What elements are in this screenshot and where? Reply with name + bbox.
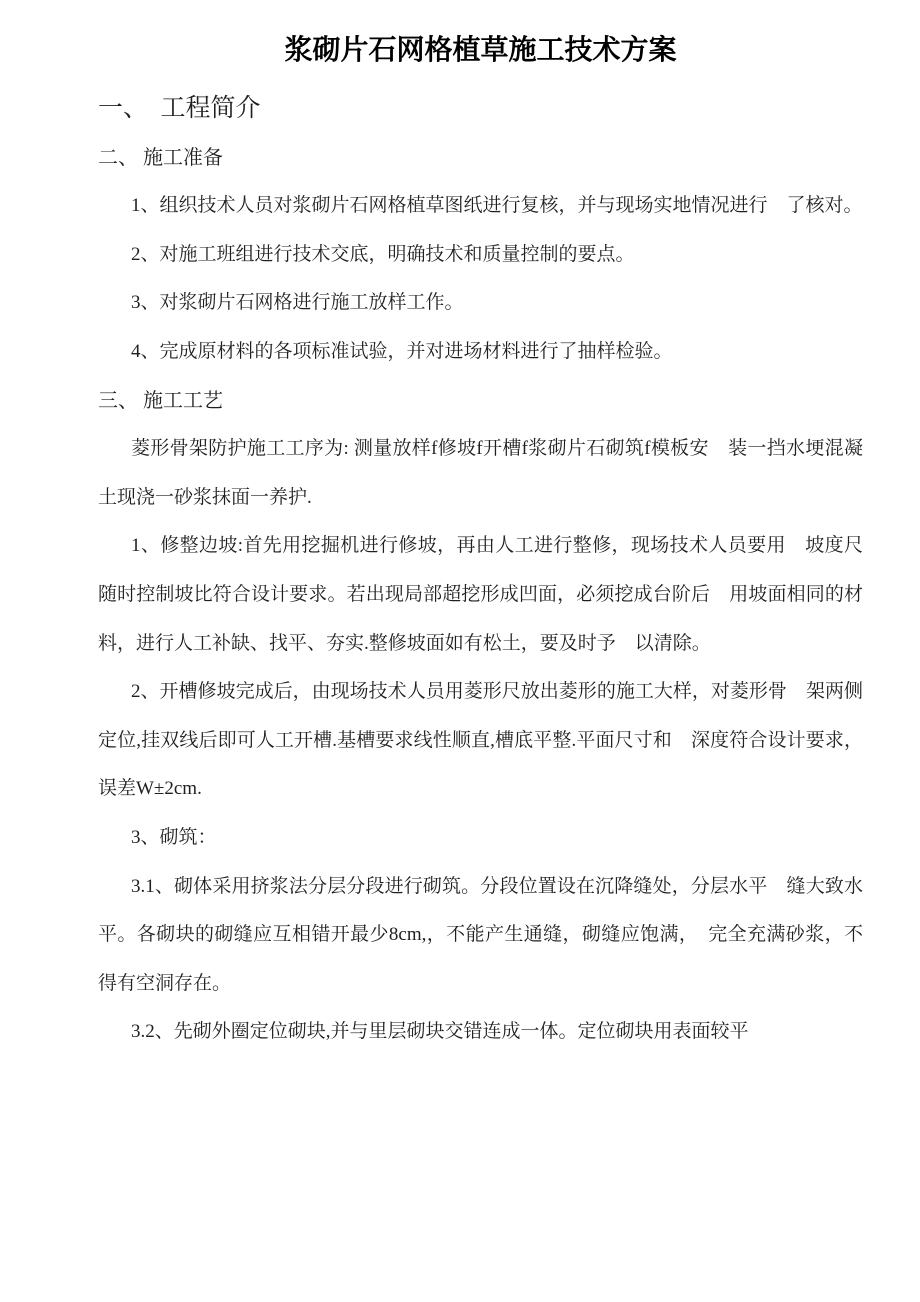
paragraph-prep-item-3: 3、对浆砌片石网格进行施工放样工作。 bbox=[131, 292, 464, 314]
section-heading-1: 一、 工程简介 bbox=[98, 95, 261, 122]
paragraph-prep-item-1: 1、组织技术人员对浆砌片石网格植草图纸进行复核，并与现场实地情况进行 了核对。 bbox=[131, 195, 863, 217]
paragraph-prep-item-4: 4、完成原材料的各项标准试验，并对进场材料进行了抽样检验。 bbox=[131, 340, 673, 362]
paragraph-process-item-3: 3、砌筑： bbox=[131, 826, 217, 848]
paragraph-process-item-3-2: 3.2、先砌外圈定位砌块,并与里层砌块交错连成一体。定位砌块用表面较平 bbox=[131, 1021, 749, 1043]
paragraph-process-overview: 菱形骨架防护施工工序为: 测量放样f修坡f开槽f浆砌片石砌筑f模板安 装一挡水埂混凝土现浇一砂浆抹面一养护. bbox=[98, 438, 863, 508]
paragraph-process-item-3-1: 3.1、砌体采用挤浆法分层分段进行砌筑。分段位置设在沉降缝处，分层水平 缝大致水平。各砌块的砌缝应互相错开最少8cm,，不能产生通缝，砌缝应饱满， 完全充满砂浆，不得有空洞存在。 bbox=[98, 875, 863, 994]
document-title: 浆砌片石网格植草施工技术方案 bbox=[284, 35, 677, 66]
paragraph-process-item-2: 2、开槽修坡完成后，由现场技术人员用菱形尺放出菱形的施工大样，对菱形骨 架两侧定位,挂双线后即可人工开槽.基槽要求线性顺直,槽底平整.平面尺寸和 深度符合设计要求，误差W±2cm. bbox=[98, 681, 863, 800]
paragraph-prep-item-2: 2、对施工班组进行技术交底，明确技术和质量控制的要点。 bbox=[131, 243, 635, 265]
document-body bbox=[98, 85, 863, 1057]
paragraph-process-item-1: 1、修整边坡:首先用挖掘机进行修坡，再由人工进行整修，现场技术人员要用 坡度尺随时控制坡比符合设计要求。若出现局部超挖形成凹面，必须挖成台阶后 用坡面相同的材料，进行人工补缺、找平、夯实.整修坡面如有松土，要及时予 以清除。 bbox=[98, 535, 863, 654]
section-heading-2: 二、 施工准备 bbox=[98, 146, 223, 169]
section-heading-3: 三、 施工工艺 bbox=[98, 389, 223, 412]
